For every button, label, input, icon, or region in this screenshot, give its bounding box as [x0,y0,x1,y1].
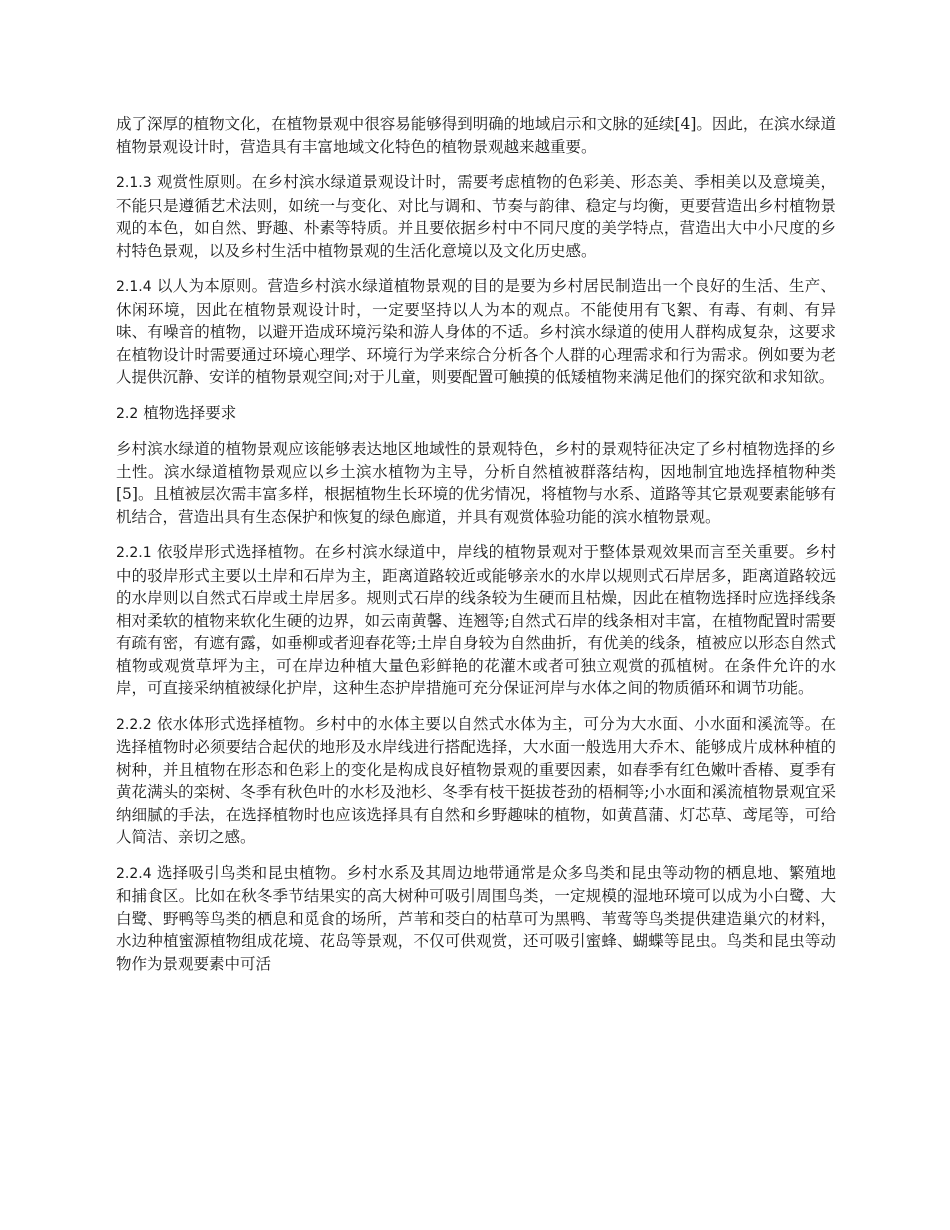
section-number: 2.2.1 [116,545,152,561]
paragraph-cultural-continuation [116,113,836,158]
paragraph-2-1-4-people-oriented-principle [116,275,836,389]
paragraph-text: 成了深厚的植物文化，在植物景观中很容易能够得到明确的地域启示和文脉的延续[4]。因此，在滨水绿道植物景观设计时，营造具有丰富地域文化特色的植物景观越来越重要。 [116,115,836,156]
paragraph-text: 观赏性原则。在乡村滨水绿道景观设计时，需要考虑植物的色彩美、形态美、季相美以及意境美，不能只是遵循艺术法则，如统一与变化、对比与调和、节奏与韵律、稳定与均衡，更要营造出乡村植物景观的本色，如自然、野趣、朴素等特质。并且要依据乡村中不同尺度的美学特点，营造出大中小尺度的乡村特色景观，以及乡村生活中植物景观的生活化意境以及文化历史感。 [116,173,836,260]
paragraph-text: 选择吸引鸟类和昆虫植物。乡村水系及其周边地带通常是众多鸟类和昆虫等动物的栖息地、繁殖地和捕食区。比如在秋冬季节结果实的高大树种可吸引周围鸟类，一定规模的湿地环境可以成为小白鹭、大白鹭、野鸭等鸟类的栖息和觅食的场所，芦苇和茭白的枯草可为黑鸭、苇莺等鸟类提供建造巢穴的材料，水边种植蜜源植物组成花境、花岛等景观，不仅可供观赏，还可吸引蜜蜂、蝴蝶等昆虫。鸟类和昆虫等动物作为景观要素中可活 [116,863,836,973]
paragraph-text: 以人为本原则。营造乡村滨水绿道植物景观的目的是要为乡村居民制造出一个良好的生活、生产、休闲环境，因此在植物景观设计时，一定要坚持以人为本的观点。不能使用有飞絮、有毒、有刺、有异味、有噪音的植物，以避开造成环境污染和游人身体的不适。乡村滨水绿道的使用人群构成复杂，这要求在植物设计时需要通过环境心理学、环境行为学来综合分析各个人群的心理需求和行为需求。例如要为老人提供沉静、安详的植物景观空间;对于儿童，则要配置可触摸的低矮植物来满足他们的探究欲和求知欲。 [116,277,836,386]
paragraph-2-2-1-revetment [116,541,836,700]
section-number: 2.1.3 [116,175,152,191]
paragraph-2-2-2-water-body [116,713,836,849]
paragraph-text: 依驳岸形式选择植物。在乡村滨水绿道中，岸线的植物景观对于整体景观效果而言至关重要。乡村中的驳岸形式主要以土岸和石岸为主，距离道路较近或能够亲水的水岸以规则式石岸居多，距离道路较远的水岸则以自然式石岸或土岸居多。规则式石岸的线条较为生硬而且枯燥，因此在植物选择时应选择线条相对柔软的植物来软化生硬的边界，如云南黄馨、连翘等;自然式石岸的线条相对丰富，在植物配置时需要有疏有密，有遮有露，如垂柳或者迎春花等;土岸自身较为自然曲折，有优美的线条，植被应以形态自然式植物或观赏草坪为主，可在岸边种植大量色彩鲜艳的花灌木或者可独立观赏的孤植树。在条件允许的水岸，可直接采纳植被绿化护岸，这种生态护岸措施可充分保证河岸与水体之间的物质循环和调节功能。 [116,543,836,697]
paragraph-2-1-3-ornamental-principle [116,171,836,262]
section-number: 2.2.2 [116,716,152,733]
paragraph-2-2-4-birds-insects [116,862,836,976]
document-page [116,113,836,988]
paragraph-text: 依水体形式选择植物。乡村中的水体主要以自然式水体为主，可分为大水面、小水面和溪流等。在选择植物时必须要结合起伏的地形及水岸线进行搭配选择，大水面一般选用大乔木、能够成片成林种植的树种，并且植物在形态和色彩上的变化是构成良好植物景观的重要因素，如春季有红色嫩叶香椿、夏季有黄花满头的栾树、冬季有秋色叶的水杉及池杉、冬季有枝干挺拔苍劲的梧桐等;小水面和溪流植物景观宜采纳细腻的手法，在选择植物时也应该选择具有自然和乡野趣味的植物，如黄菖蒲、灯芯草、鸢尾等，可给人简洁、亲切之感。 [116,714,836,846]
section-heading-text: 植物选择要求 [138,403,237,422]
section-number: 2.1.4 [116,279,152,295]
paragraph-2-2-intro [116,438,836,528]
section-number: 2.2.4 [116,865,152,882]
section-heading-2-2 [116,402,836,426]
paragraph-text: 乡村滨水绿道的植物景观应该能够表达地区地域性的景观特色，乡村的景观特征决定了乡村植物选择的乡土性。滨水绿道植物景观应以乡土滨水植物为主导，分析自然植被群落结构，因地制宜地选择植物种类[5]。且植被层次需丰富多样，根据植物生长环境的优劣情况，将植物与水系、道路等其它景观要素能够有机结合，营造出具有生态保护和恢复的绿色廊道，并具有观赏体验功能的滨水植物景观。 [116,440,836,526]
section-number: 2.2 [116,405,139,422]
